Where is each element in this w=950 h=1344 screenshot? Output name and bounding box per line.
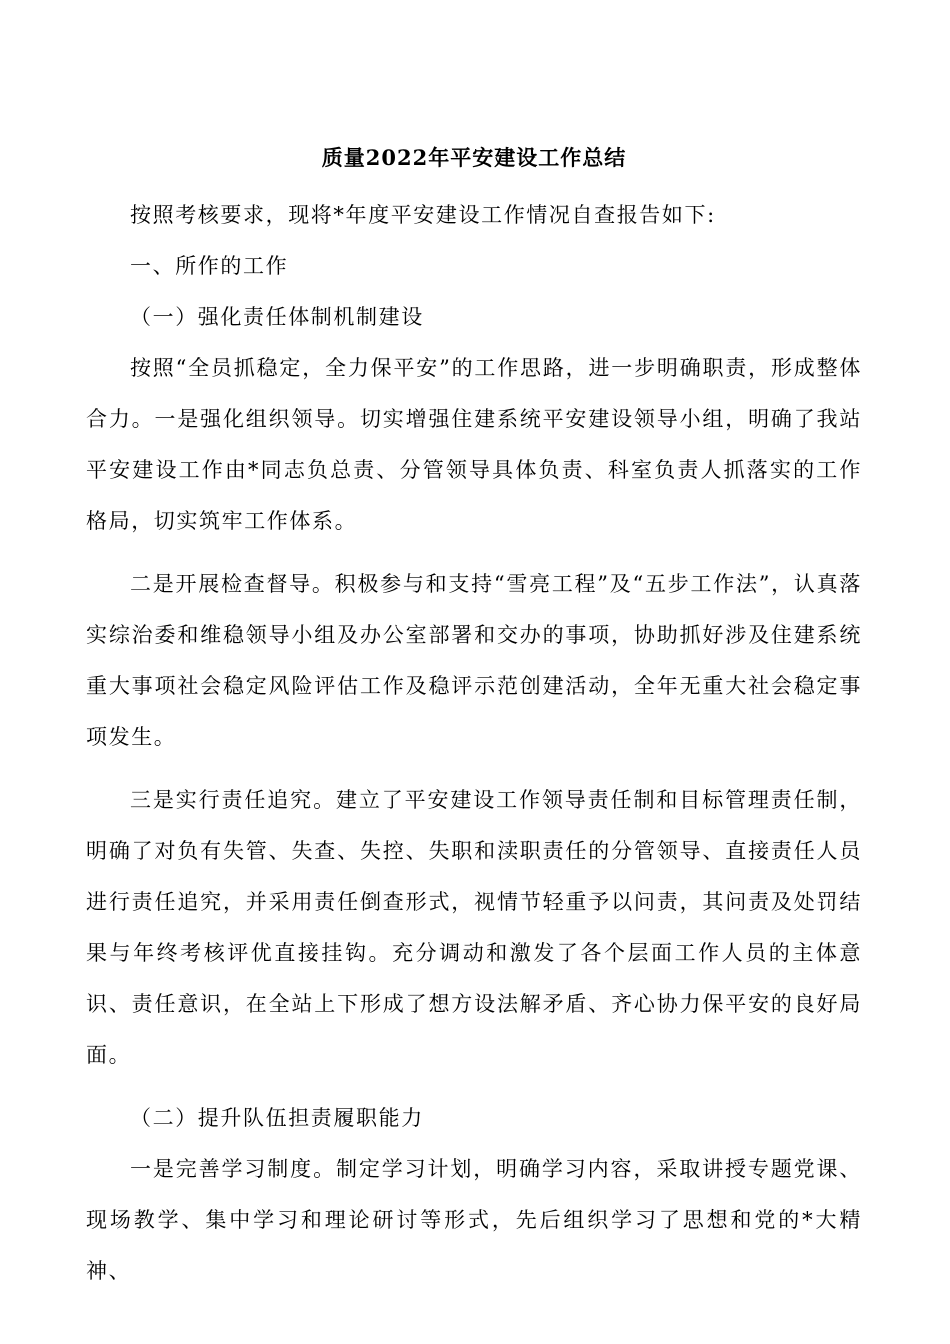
body-paragraph: 一是完善学习制度。制定学习计划，明确学习内容，采取讲授专题党课、现场教学、集中学习和理论研讨等形式，先后组织学习了思想和党的*大精神、 (86, 1157, 862, 1283)
subsection-heading-1: （一）强化责任体制机制建设 (130, 305, 424, 329)
section-heading-1: 一、所作的工作 (130, 254, 289, 278)
body-paragraph: 三是实行责任追究。建立了平安建设工作领导责任制和目标管理责任制，明确了对负有失管、失查、失控、失职和渎职责任的分管领导、直接责任人员进行责任追究，并采用责任倒查形式，视情节轻重予以问责，其问责及处罚结果与年终考核评优直接挂钩。充分调动和激发了各个层面工作人员的主体意识、责任意识，在全站上下形成了想方设法解矛盾、齐心协力保平安的良好局面。 (86, 788, 862, 1067)
body-paragraph: 按照“全员抓稳定，全力保平安”的工作思路，进一步明确职责，形成整体合力。一是强化组织领导。切实增强住建系统平安建设领导小组，明确了我站平安建设工作由*同志负总责、分管领导具体负责、科室负责人抓落实的工作格局，切实筑牢工作体系。 (86, 356, 862, 533)
subsection-heading-2: （二）提升队伍担责履职能力 (130, 1106, 424, 1130)
document-body (86, 138, 862, 1297)
intro-paragraph: 按照考核要求，现将*年度平安建设工作情况自查报告如下: (130, 203, 716, 227)
body-paragraph: 二是开展检查督导。积极参与和支持“雪亮工程”及“五步工作法”，认真落实综治委和维稳领导小组及办公室部署和交办的事项，协助抓好涉及住建系统重大事项社会稳定风险评估工作及稳评示范创建活动，全年无重大社会稳定事项发生。 (86, 572, 862, 749)
document-title: 质量2022年平安建设工作总结 (321, 145, 627, 170)
